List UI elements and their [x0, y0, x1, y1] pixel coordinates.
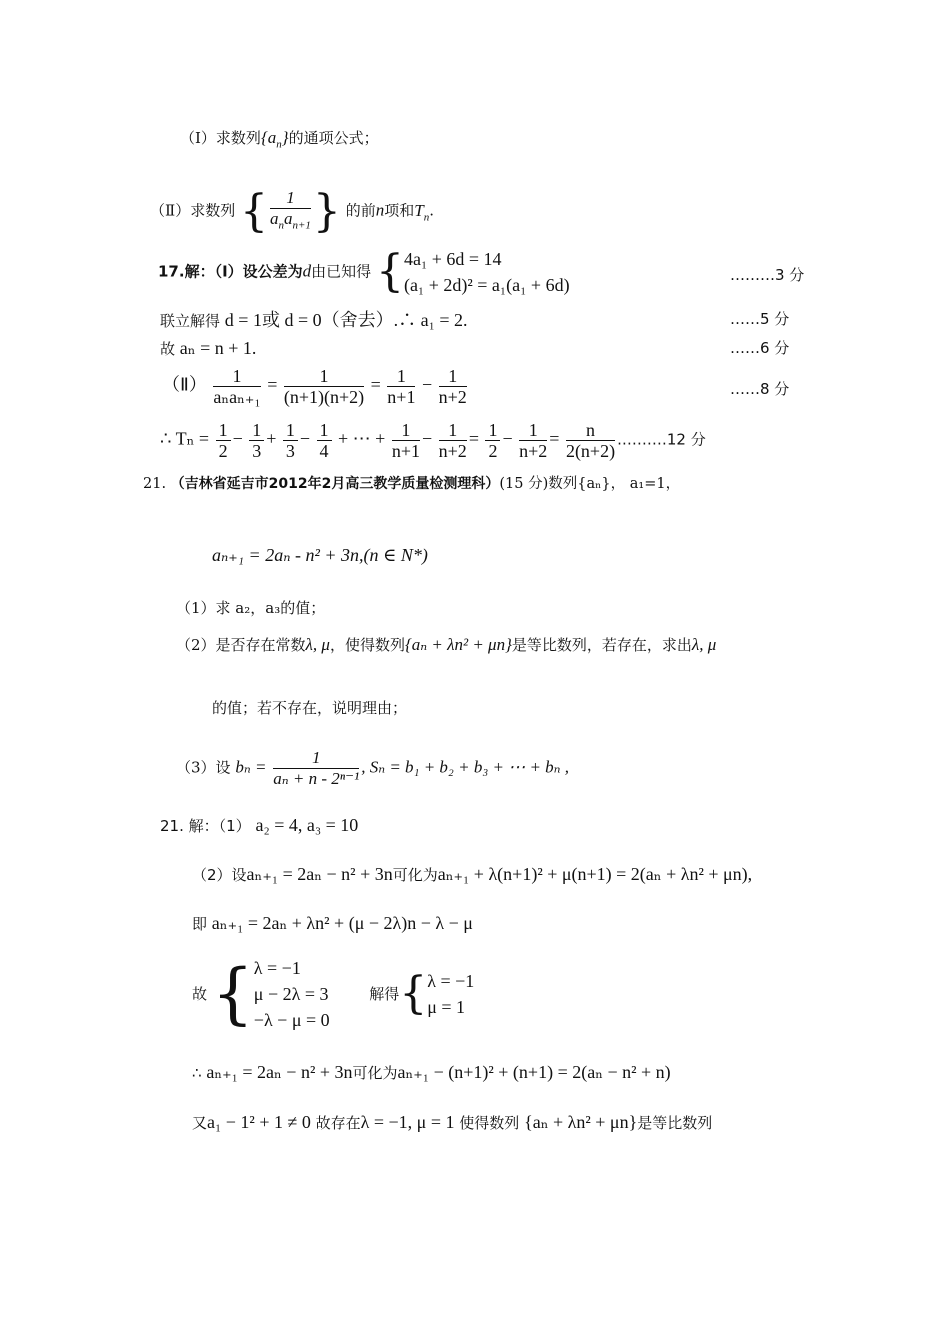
score-8: ……8 分 — [730, 380, 790, 398]
equation-solution: λ = −1 μ = 1 — [427, 971, 475, 1017]
q21-recurrence: aₙ₊₁ = 2aₙ - n² + 3n,(n ∈ N*) — [212, 545, 428, 565]
sol17-line3: 故 aₙ = n + 1. — [160, 338, 257, 358]
sol21-line3: 即 aₙ₊₁ = 2aₙ + λn² + (μ − 2λ)n − λ − μ — [192, 913, 473, 933]
score-3: ………3 分 — [730, 266, 805, 284]
sol21-line4: 故 { λ = −1 μ − 2λ = 3 −λ − μ = 0 解得{ λ = −1 μ = 1 — [192, 955, 475, 1032]
fraction: $\frac{1}{a_na_{n+1}}$ — [269, 188, 311, 232]
q21-part1: （1）求 a₂，a₃的值； — [176, 599, 326, 617]
sol17-line2: 联立解得 d = 1或 d = 0（舍去）.∴ a₁ = 2. — [160, 310, 468, 330]
equation-system: 4a₁ + 6d = 14 (a₁ + 2d)² = a₁(a₁ + 6d) — [403, 249, 570, 295]
sol17-line1: 17.解：（Ⅰ）设公差为d由已知得 { 4a₁ + 6d = 14 (a₁ + 2d)² = a₁(a₁ + 6d) — [158, 246, 570, 297]
q21-part2: （2）是否存在常数λ, μ，使得数列{aₙ + λn² + μn}是等比数列，若存在，求出λ, μ — [176, 635, 717, 654]
q21-part3: （3）设 bₙ = $\frac{1}{\text{aₙ + n - 2ⁿ⁻¹}}$ , Sₙ = b₁ + b₂ + b₃ + ⋯ + bₙ , — [176, 748, 570, 788]
sol17-line4: （Ⅱ） $\frac{1}{\text{aₙaₙ₊₁}}$ = $\frac{1}{(n+1)(n+2)}$ = $\frac{1}{n+1}$ − $\frac{1}{n+2}$ — [162, 366, 467, 407]
q21-part2-cont: 的值；若不存在，说明理由； — [212, 699, 408, 717]
sol21-line5: ∴ aₙ₊₁ = 2aₙ − n² + 3n可化为aₙ₊₁ − (n+1)² + (n+1) = 2(aₙ − n² + n) — [192, 1062, 671, 1082]
q21-header: 21. （吉林省延吉市2012年2月高三教学质量检测理科）(15 分)数列{aₙ}， a₁=1， — [143, 476, 681, 492]
sol21-line2: （2）设aₙ₊₁ = 2aₙ − n² + 3n可化为aₙ₊₁ + λ(n+1)² + μ(n+1) = 2(aₙ + λn² + μn), — [192, 864, 753, 884]
equation-system: λ = −1 μ − 2λ = 3 −λ − μ = 0 — [253, 958, 330, 1030]
sol17-line5: ∴ Tₙ = $\frac{1}{2}$ − $\frac{1}{3}$ + $\frac{1}{3}$ − $\frac{1}{4}$ + ⋯ + $\frac{1}{n+1}$ − $\frac{1}{n+2}$ = $\frac{1}{2}$ − $\frac{1}{n+2}$ = $\frac{n}{2(n+2)}$ .………12 分 — [160, 420, 706, 461]
score-5: ……5 分 — [730, 310, 790, 328]
sol21-line6: 又a₁ − 1² + 1 ≠ 0 故存在λ = −1, μ = 1 使得数列 {aₙ + λn² + μn}是等比数列 — [192, 1112, 713, 1132]
q16-part2: （Ⅱ）求数列 { $\frac{1}{a_na_{n+1}}$ } 的前n项和$T_n$. — [150, 185, 434, 237]
score-6: ……6 分 — [730, 339, 790, 357]
sol21-line1: 21. 解：（1） a₂ = 4, a₃ = 10 — [160, 815, 359, 835]
q16-part1: （Ⅰ）求数列$\{a_n\}$的通项公式； — [180, 128, 379, 151]
